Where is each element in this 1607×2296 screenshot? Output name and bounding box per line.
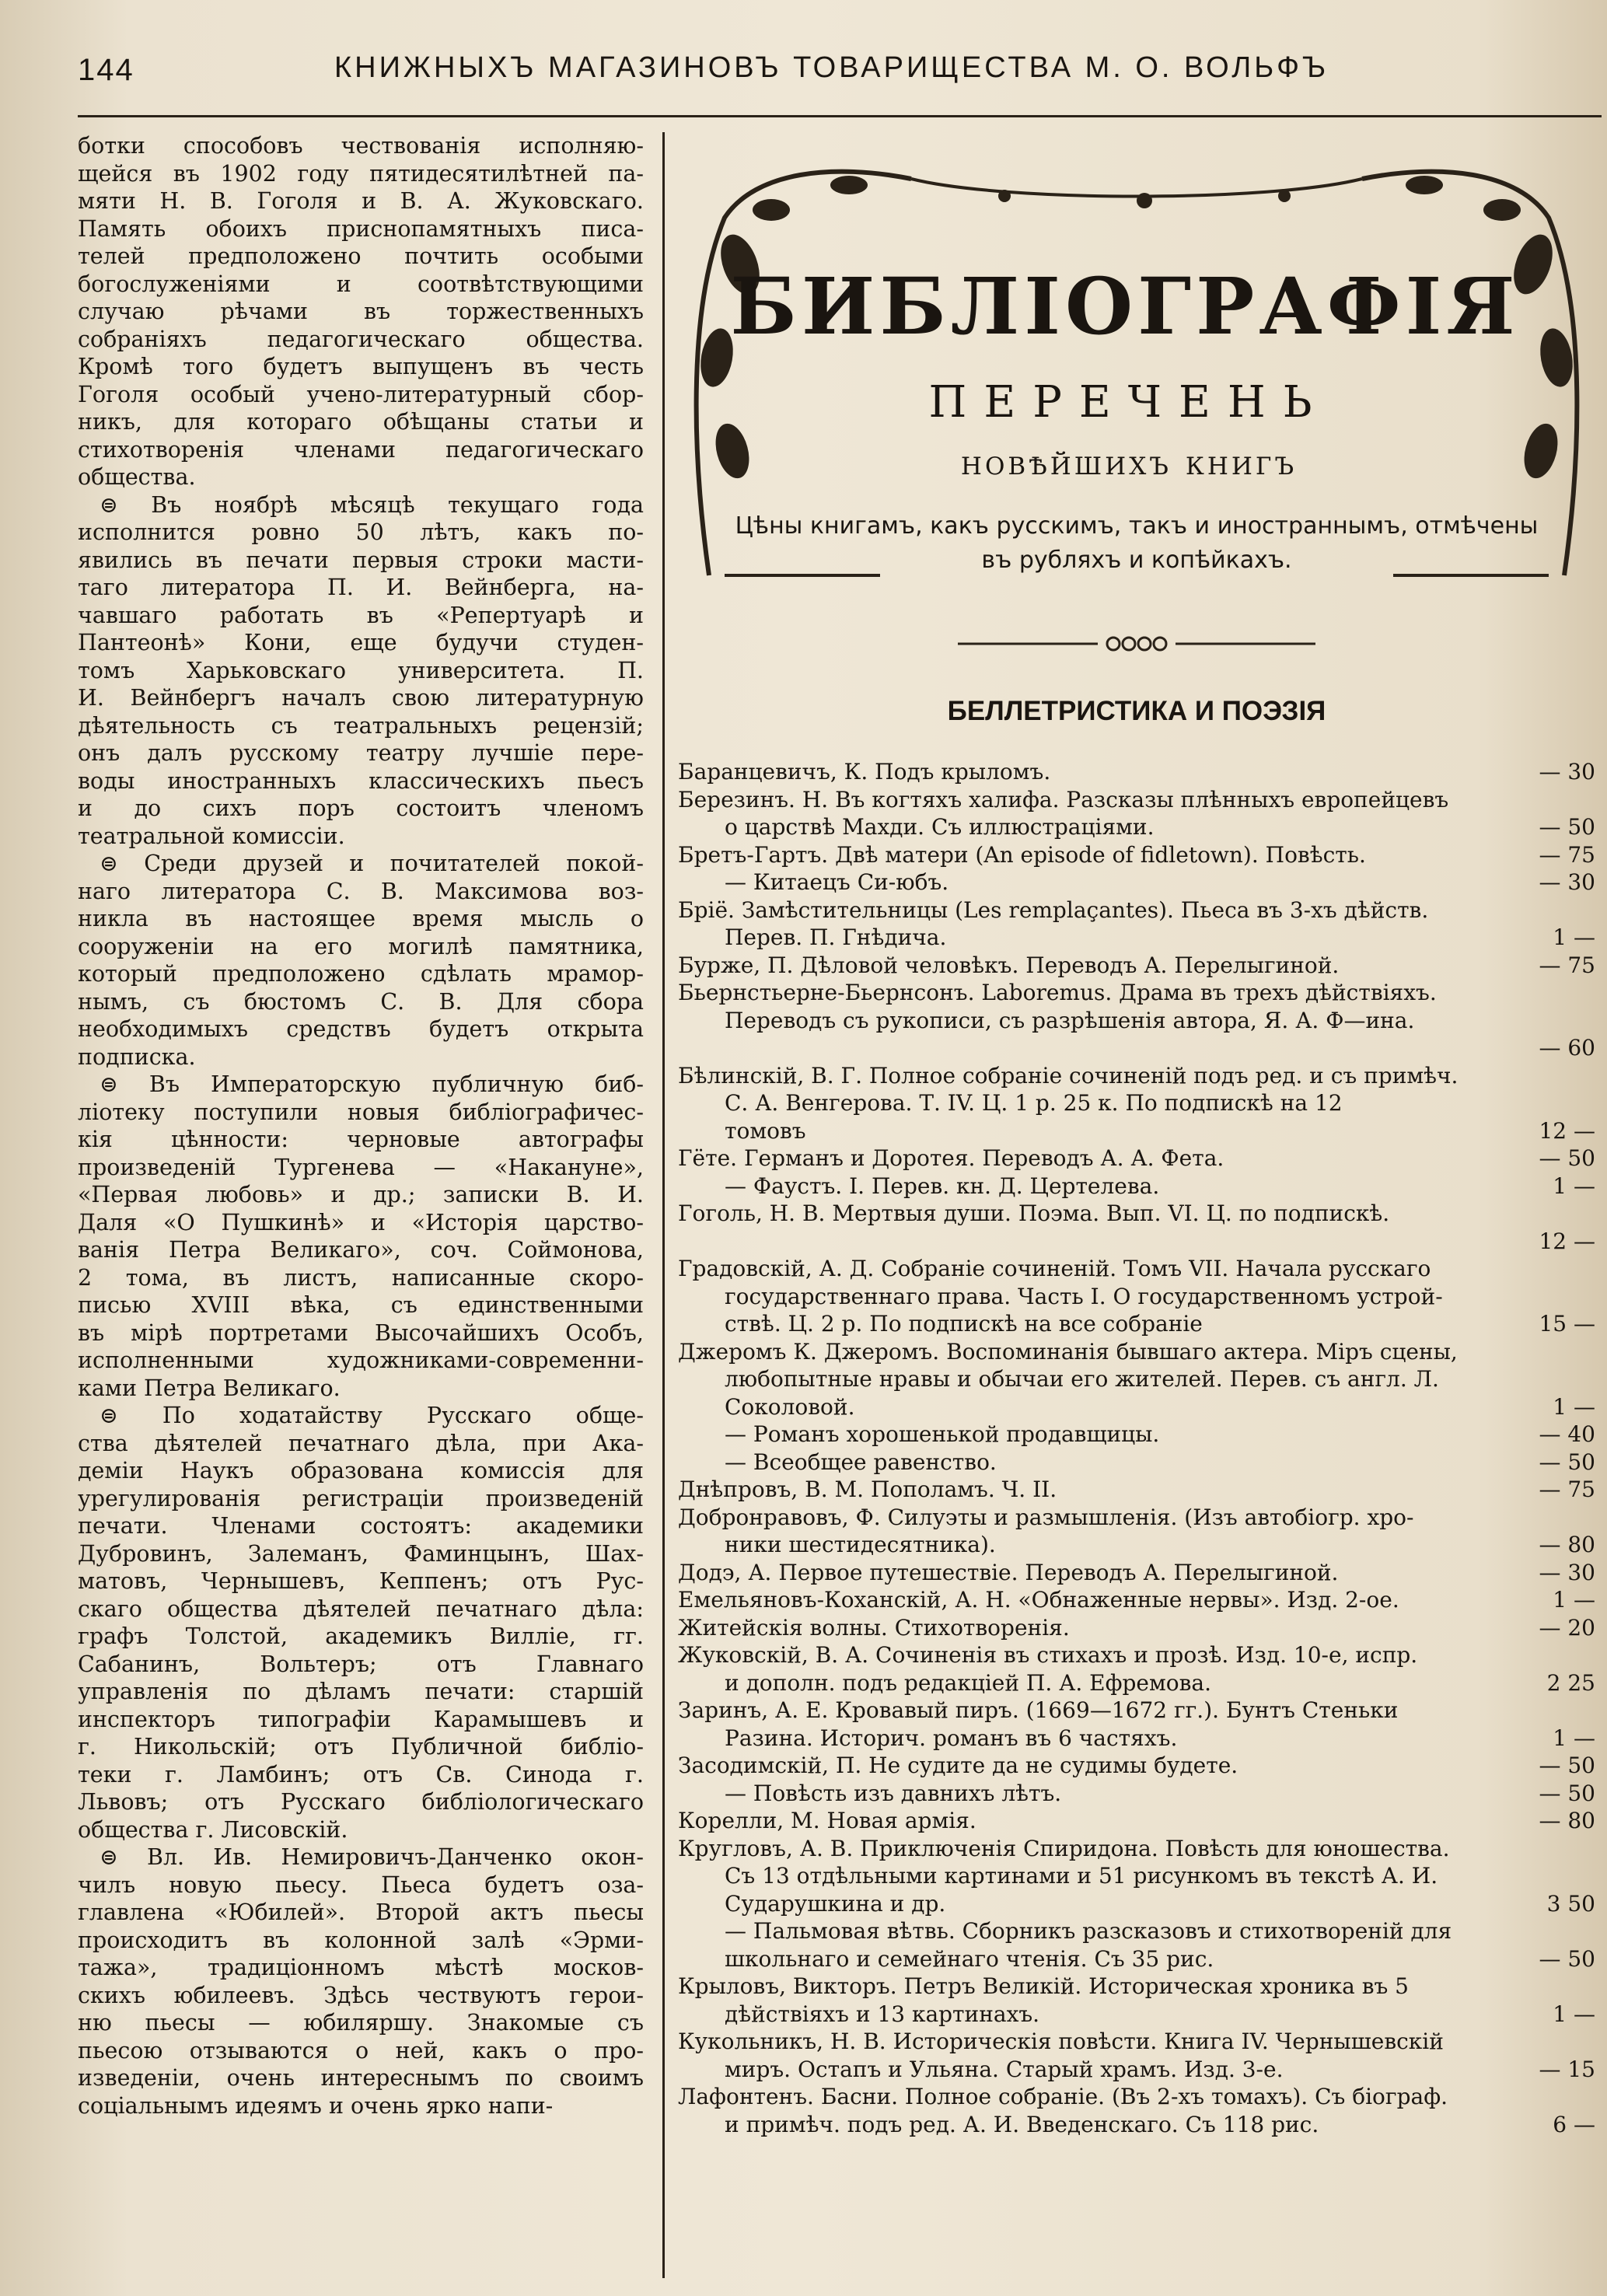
ornamental-rule xyxy=(958,630,1315,658)
page-number: 144 xyxy=(78,53,134,87)
entry-price: 1 — xyxy=(1553,1393,1595,1420)
text-line: богослуженіями и соотвѣтствующими xyxy=(78,271,644,297)
text-line: никла въ настоящее время мысль о xyxy=(78,906,644,931)
entry-line: Бурже, П. Дѣловой человѣкъ. Переводъ А. Перелыгиной. xyxy=(678,952,1340,978)
article-paragraph xyxy=(78,850,644,1071)
article-paragraph xyxy=(78,132,644,491)
left-column xyxy=(78,132,644,2278)
text-line: «Первая любовь» и др.; записки В. И. xyxy=(78,1182,644,1207)
text-line: исполнится ровно 50 лѣтъ, какъ по- xyxy=(78,519,644,545)
subheading: ПЕРЕЧЕНЬ xyxy=(928,377,1329,428)
text-line: онъ далъ русскому театру лучшіе пере- xyxy=(78,740,644,766)
text-line: урегулированія регистраціи произведеній xyxy=(78,1485,644,1511)
book-entry xyxy=(678,1835,1595,1918)
text-line: общества. xyxy=(78,464,196,490)
entry-line: — Китаецъ Си-юбъ. xyxy=(725,869,949,895)
entry-price: — 60 xyxy=(1539,1035,1595,1061)
book-entry xyxy=(678,1917,1595,1973)
text-line: ⊜ Вл. Ив. Немировичъ-Данченко окон- xyxy=(100,1844,644,1870)
entry-price: 3 50 xyxy=(1546,1890,1595,1917)
header-rule xyxy=(78,115,1602,117)
text-line: тажа», традиціонномъ мѣстѣ москов- xyxy=(78,1955,644,1980)
book-entry xyxy=(678,1697,1595,1752)
entry-line: Засодимскій, П. Не судите да не судимы будете. xyxy=(678,1753,1238,1778)
book-entry xyxy=(678,1614,1595,1642)
book-entry xyxy=(678,786,1595,841)
book-entry xyxy=(678,1586,1595,1614)
entry-line: Соколовой. xyxy=(725,1393,855,1420)
entry-line: томовъ xyxy=(725,1117,806,1144)
entry-line: и дополн. подъ редакціей П. А. Ефремова. xyxy=(725,1669,1211,1696)
entry-price: — 50 xyxy=(1539,1753,1595,1778)
entry-line: Бріё. Замѣстительницы (Les remplaçantes). Пьеса въ 3-хъ дѣйств. xyxy=(678,896,1429,923)
entry-line: Переводъ съ рукописи, съ разрѣшенія автора, Я. А. Ф—ина. xyxy=(725,1007,1415,1033)
book-entry xyxy=(678,1338,1595,1421)
text-line: г. Никольскій; отъ Публичной библіо- xyxy=(78,1734,644,1760)
text-line: скаго общества дѣятелей печатнаго дѣла: xyxy=(78,1595,644,1622)
book-entry xyxy=(678,758,1595,786)
entry-price: — 30 xyxy=(1539,759,1595,785)
entry-price: — 40 xyxy=(1539,1421,1595,1447)
book-entry xyxy=(678,1780,1595,1808)
text-line: происходитъ въ колонной залѣ «Эрми- xyxy=(78,1927,644,1953)
text-line: ства дѣятелей печатнаго дѣла, при Ака- xyxy=(78,1430,644,1456)
text-line: театральной комиссіи. xyxy=(78,823,345,849)
entry-price: — 50 xyxy=(1539,1449,1595,1475)
section-title: БЕЛЛЕТРИСТИКА И ПОЭЗІЯ xyxy=(947,696,1326,726)
entry-line: ствѣ. Ц. 2 р. По подпискѣ на все собраніе xyxy=(725,1311,1203,1337)
entry-line: — Всеобщее равенство. xyxy=(725,1449,997,1475)
text-line: Кромѣ того будетъ выпущенъ въ честь xyxy=(78,354,644,379)
text-line: чилъ новую пьесу. Пьеса будетъ оза- xyxy=(78,1871,644,1898)
entry-price: — 20 xyxy=(1539,1614,1595,1641)
entry-line: Днѣпровъ, В. М. Пополамъ. Ч. II. xyxy=(678,1476,1057,1502)
entry-line: Корелли, М. Новая армія. xyxy=(678,1808,976,1833)
entry-line: дѣйствіяхъ и 13 картинахъ. xyxy=(725,2001,1040,2027)
text-line: ванія Петра Великаго», соч. Соймонова, xyxy=(78,1237,644,1263)
entry-line: ники шестидесятника). xyxy=(725,1532,996,1557)
text-line: нымъ, съ бюстомъ С. В. Для сбора xyxy=(78,988,644,1015)
book-entry xyxy=(678,1641,1595,1697)
text-line: Память обоихъ приснопамятныхъ писа- xyxy=(78,215,644,242)
text-line: подписка. xyxy=(78,1043,196,1070)
entry-line: Березинъ. Н. Въ когтяхъ халифа. Разсказы плѣнныхъ европейцевъ xyxy=(678,786,1449,813)
book-entry xyxy=(678,896,1595,952)
entry-line: Бѣлинскій, В. Г. Полное собраніе сочиненій подъ ред. и съ примѣч. xyxy=(678,1062,1459,1089)
text-line: ⊜ Среди друзей и почитателей покой- xyxy=(100,851,644,876)
text-line: печати. Членами состоятъ: академики xyxy=(78,1513,644,1539)
text-line: графъ Толстой, академикъ Вилліе, гг. xyxy=(78,1623,644,1649)
text-line: ботки способовъ чествованія исполняю- xyxy=(78,133,644,159)
text-line: матовъ, Чернышевъ, Кеппенъ; отъ Рус- xyxy=(78,1568,644,1594)
entry-price: 1 — xyxy=(1553,1587,1595,1613)
entry-price: — 50 xyxy=(1539,1780,1595,1806)
text-line: Сабанинъ, Вольтеръ; отъ Главнаго xyxy=(78,1651,644,1677)
entry-price: 1 — xyxy=(1553,1172,1595,1199)
text-line: деміи Наукъ образована комиссія для xyxy=(78,1458,644,1483)
entry-line: школьнаго и семейнаго чтенія. Съ 35 рис. xyxy=(725,1945,1214,1972)
text-line: Дубровинъ, Залеманъ, Фаминцынъ, Шах- xyxy=(78,1540,644,1567)
book-entry xyxy=(678,1807,1595,1835)
subheading-secondary: новѣйшихъ книгъ xyxy=(960,443,1298,483)
entry-price: 15 — xyxy=(1539,1311,1595,1337)
entry-line: Крыловъ, Викторъ. Петръ Великій. Историческая хроника въ 5 xyxy=(678,1973,1409,1999)
article-paragraph xyxy=(78,491,644,851)
text-line: необходимыхъ средствъ будетъ открыта xyxy=(78,1016,644,1042)
entry-price: — 50 xyxy=(1539,1945,1595,1972)
entry-line: миръ. Остапъ и Ульяна. Старый храмъ. Изд. 3-е. xyxy=(725,2056,1284,2082)
entry-line: Кругловъ, А. В. Приключенія Спиридона. Повѣсть для юношества. xyxy=(678,1835,1450,1861)
entry-line: Емельяновъ-Коханскій, А. Н. «Обнаженные нервы». Изд. 2-ое. xyxy=(678,1587,1399,1613)
book-entry xyxy=(678,1504,1595,1559)
entry-price: — 80 xyxy=(1539,1808,1595,1833)
entry-price: 1 — xyxy=(1553,2001,1595,2027)
entry-line: Добронравовъ, Ф. Силуэты и размышленія. (Изъ автобіогр. хро- xyxy=(678,1504,1414,1530)
text-line: въ мірѣ портретами Высочайшихъ Особъ, xyxy=(78,1319,644,1346)
article-paragraph xyxy=(78,1843,644,2120)
book-entry xyxy=(678,868,1595,896)
entry-price: 12 — xyxy=(1539,1228,1595,1254)
text-line: щейся въ 1902 году пятидесятилѣтней па- xyxy=(78,160,644,187)
text-line: исполненными художниками-современни- xyxy=(78,1347,644,1373)
text-line: ⊜ Въ Императорскую публичную биб- xyxy=(100,1071,644,1097)
text-line: наго литератора С. В. Максимова воз- xyxy=(78,878,644,904)
text-line: томъ Харьковскаго университета. П. xyxy=(78,657,644,683)
entry-line: государственнаго права. Часть I. О государственномъ устрой- xyxy=(725,1283,1443,1309)
book-list xyxy=(678,758,1595,2138)
book-entry xyxy=(678,1062,1595,1145)
entry-line: о царствѣ Махди. Съ иллюстраціями. xyxy=(725,814,1155,840)
entry-price: 1 — xyxy=(1553,924,1595,950)
book-entry xyxy=(678,2083,1595,2138)
book-entry xyxy=(678,1559,1595,1587)
text-line: дѣятельность съ театральныхъ рецензій; xyxy=(78,712,644,739)
text-line: собраніяхъ педагогическаго общества. xyxy=(78,326,644,352)
book-entry xyxy=(678,1752,1595,1780)
book-entry xyxy=(678,1973,1595,2028)
entry-price: — 50 xyxy=(1539,1145,1595,1171)
entry-line: Гёте. Германъ и Доротея. Переводъ А. А. Фета. xyxy=(678,1145,1224,1171)
text-line: инспекторъ типографіи Карамышевъ и xyxy=(78,1706,644,1732)
text-line: изведеніи, очень интереснымъ по своимъ xyxy=(78,2065,644,2091)
text-line: никъ, для котораго обѣщаны статьи и xyxy=(78,409,644,435)
text-line: стихотворенія членами педагогическаго xyxy=(78,436,644,463)
entry-line: Бьернстьерне-Бьернсонъ. Laboremus. Драма въ трехъ дѣйствіяхъ. xyxy=(678,980,1437,1005)
entry-line: Баранцевичъ, К. Подъ крыломъ. xyxy=(678,759,1051,785)
text-line: теки г. Ламбинъ; отъ Св. Синода г. xyxy=(78,1761,644,1788)
entry-price: — 75 xyxy=(1539,1476,1595,1502)
entry-line: Гоголь, Н. В. Мертвыя души. Поэма. Вып. VI. Ц. по подпискѣ. xyxy=(678,1200,1390,1226)
article-paragraph xyxy=(78,1402,644,1843)
text-line: пьесою отзываются о ней, какъ о про- xyxy=(78,2037,644,2064)
entry-line: С. А. Венгерова. Т. IV. Ц. 1 р. 25 к. По подпискѣ на 12 xyxy=(725,1090,1343,1116)
entry-price: — 50 xyxy=(1539,814,1595,840)
book-entry xyxy=(678,979,1595,1062)
text-line: ню пьесы — юбиляршу. Знакомые съ xyxy=(78,2010,644,2036)
text-line: произведеній Тургенева — «Накануне», xyxy=(78,1154,644,1180)
book-entry xyxy=(678,1449,1595,1476)
running-title: КНИЖНЫХЪ МАГАЗИНОВЪ ТОВАРИЩЕСТВА М. О. ВОЛЬФЪ xyxy=(334,51,1329,84)
text-line: главлена «Юбилей». Второй актъ пьесы xyxy=(78,1899,644,1925)
text-line: ⊜ По ходатайству Русскаго обще- xyxy=(100,1403,644,1428)
entry-line: Джеромъ К. Джеромъ. Воспоминанія бывшаго актера. Міръ сцены, xyxy=(678,1338,1458,1365)
entry-line: любопытные нравы и обычаи его жителей. Перев. съ англ. Л. xyxy=(725,1366,1439,1392)
text-line: и до сихъ поръ состоитъ членомъ xyxy=(78,795,644,821)
text-line: управленія по дѣламъ печати: старшій xyxy=(78,1679,644,1704)
text-line: Даля «О Пушкинѣ» и «Исторія царство- xyxy=(78,1209,644,1235)
entry-price: — 30 xyxy=(1539,1559,1595,1585)
text-line: И. Вейнбергъ началъ свою литературную xyxy=(78,685,644,711)
entry-line: Съ 13 отдѣльными картинами и 51 рисункомъ въ текстѣ А. И. xyxy=(725,1863,1438,1889)
entry-line: — Фаустъ. I. Перев. кн. Д. Цертелева. xyxy=(725,1172,1160,1199)
entry-price: 6 — xyxy=(1553,2111,1595,2137)
book-entry xyxy=(678,1255,1595,1338)
book-entry xyxy=(678,841,1595,869)
text-line: скихъ юбилеевъ. Здѣсь чествуютъ герои- xyxy=(78,1982,644,2008)
entry-line: Разина. Историч. романъ въ 6 частяхъ. xyxy=(725,1725,1178,1751)
entry-line xyxy=(678,1034,1595,1062)
entry-line: Жуковскій, В. А. Сочиненія въ стихахъ и прозѣ. Изд. 10-е, испр. xyxy=(678,1642,1418,1668)
book-entry xyxy=(678,1200,1595,1255)
text-line: явились въ печати первыя строки масти- xyxy=(78,547,644,573)
book-entry xyxy=(678,1476,1595,1504)
text-line: Пантеонѣ» Кони, еще будучи студен- xyxy=(78,630,644,655)
text-line: случаю рѣчами въ торжественныхъ xyxy=(78,299,644,324)
text-line: соціальнымъ идеямъ и очень ярко напи- xyxy=(78,2092,554,2119)
text-line: Гоголя особый учено-литературный сбор- xyxy=(78,381,644,407)
entry-price: — 15 xyxy=(1539,2056,1595,2082)
text-line: общества г. Лисовскій. xyxy=(78,1816,348,1843)
text-line: сооруженіи на его могилѣ памятника, xyxy=(78,933,644,959)
entry-price: 12 — xyxy=(1539,1117,1595,1144)
text-line: 2 тома, въ листъ, написанные скоро- xyxy=(78,1264,644,1291)
entry-line: и примѣч. подъ ред. А. И. Введенскаго. Съ 118 рис. xyxy=(725,2111,1319,2137)
text-line: ками Петра Великаго. xyxy=(78,1375,341,1401)
book-entry xyxy=(678,1145,1595,1172)
right-column xyxy=(678,132,1595,2278)
entry-line: Кукольникъ, Н. В. Историческія повѣсти. Книга IV. Чернышевскій xyxy=(678,2029,1444,2054)
text-line: писью XVIII вѣка, съ единственными xyxy=(78,1292,644,1318)
book-entry xyxy=(678,1172,1595,1200)
entry-line: Бретъ-Гартъ. Двѣ матери (An episode of fidletown). Повѣсть. xyxy=(678,841,1366,868)
column-divider xyxy=(662,132,665,2278)
book-entry xyxy=(678,952,1595,980)
price-note xyxy=(678,509,1595,578)
book-entry xyxy=(678,2028,1595,2083)
text-line: воды иностранныхъ классическихъ пьесъ xyxy=(78,767,644,794)
article-paragraph xyxy=(78,1071,644,1402)
entry-line: Градовскій, А. Д. Собраніе сочиненій. Томъ VII. Начала русскаго xyxy=(678,1256,1431,1281)
entry-line: Заринъ, А. Е. Кровавый пиръ. (1669—1672 гг.). Бунтъ Стеньки xyxy=(678,1697,1399,1723)
text-line: который предположено сдѣлать мрамор- xyxy=(78,961,644,987)
entry-price: — 75 xyxy=(1539,952,1595,978)
price-note-line: въ рубляхъ и копѣйкахъ. xyxy=(981,547,1292,574)
entry-line: — Романъ хорошенькой продавщицы. xyxy=(725,1421,1160,1447)
price-note-line: Цѣны книгамъ, какъ русскимъ, такъ и иностраннымъ, отмѣчены xyxy=(735,512,1539,540)
text-line: мяти Н. В. Гоголя и В. А. Жуковскаго. xyxy=(78,188,644,214)
text-line: ⊜ Въ ноябрѣ мѣсяцѣ текущаго года xyxy=(100,491,644,518)
entry-line: — Пальмовая вѣтвь. Сборникъ разсказовъ и стихотвореній для xyxy=(725,1918,1452,1944)
entry-price: 2 25 xyxy=(1546,1669,1595,1696)
entry-price: 1 — xyxy=(1553,1725,1595,1751)
entry-price: — 80 xyxy=(1539,1532,1595,1557)
entry-price: — 30 xyxy=(1539,869,1595,895)
text-line: кія цѣнности: черновые автографы xyxy=(78,1127,644,1152)
text-line: Львовъ; отъ Русскаго библіологическаго xyxy=(78,1789,644,1815)
entry-line: Сударушкина и др. xyxy=(725,1890,946,1917)
book-entry xyxy=(678,1421,1595,1449)
entry-line: Перев. П. Гнѣдича. xyxy=(725,924,947,950)
entry-line: Лафонтенъ. Басни. Полное собраніе. (Въ 2-хъ томахъ). Съ біограф. xyxy=(678,2084,1448,2109)
entry-line: — Повѣсть изъ давнихъ лѣтъ. xyxy=(725,1780,1062,1806)
entry-line: Житейскія волны. Стихотворенія. xyxy=(678,1614,1070,1641)
entry-price: — 75 xyxy=(1539,841,1595,868)
entry-line xyxy=(678,1228,1595,1256)
text-line: чавшаго работать въ «Репертуарѣ и xyxy=(78,602,644,628)
text-line: ліотеку поступили новыя библіографичес- xyxy=(78,1099,644,1125)
entry-line: Додэ, А. Первое путешествіе. Переводъ А. Перелыгиной. xyxy=(678,1559,1339,1585)
page-header xyxy=(78,45,1578,100)
section-heading: БИБЛІОГРАФІЯ xyxy=(730,260,1520,352)
text-line: телей предположено почтить особыми xyxy=(78,243,644,269)
text-line: таго литератора П. И. Вейнберга, на- xyxy=(78,575,644,600)
